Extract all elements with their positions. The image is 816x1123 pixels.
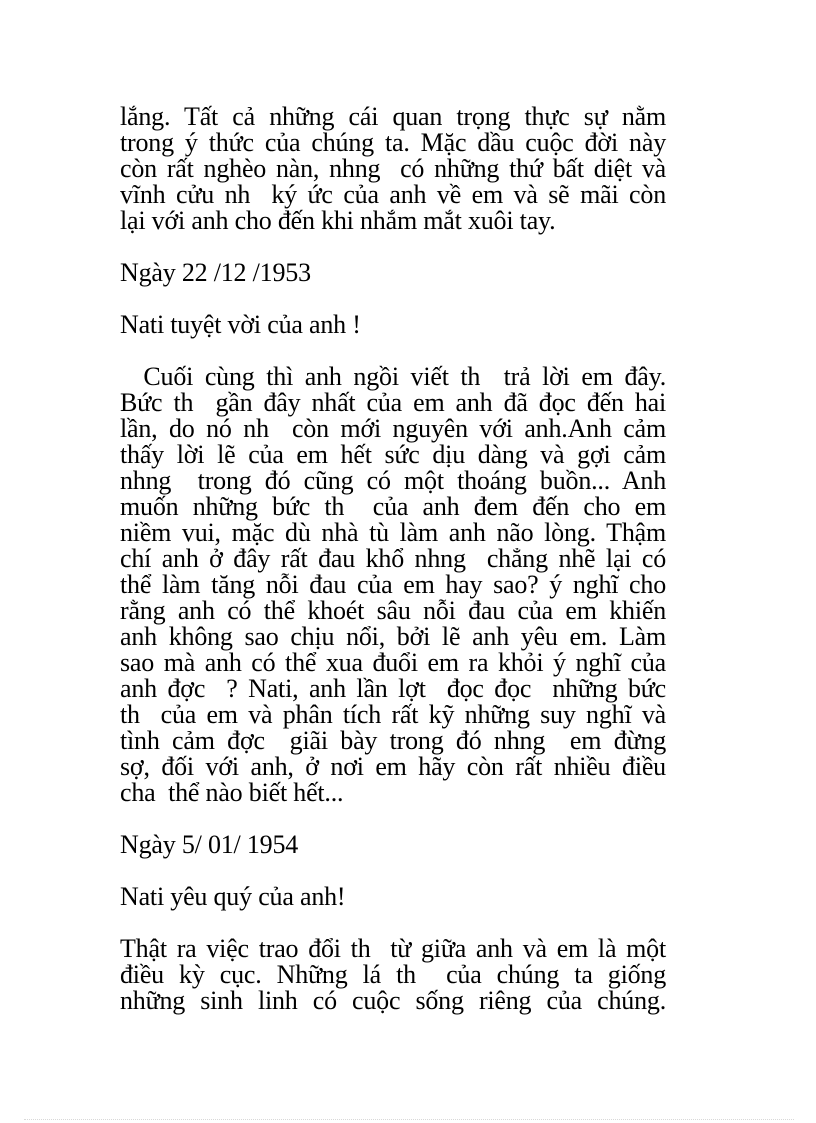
text-line: lại với anh cho đến khi nhắm mắt xuôi tay. [120, 206, 556, 235]
text-line: vĩnh cửu nh ký ức của anh về em và sẽ mãi còn [120, 180, 666, 209]
text-line: Cuối cùng thì anh ngồi viết th trả lời em đây. [120, 362, 666, 391]
salutation-1: Nati tuyệt vời của anh ! [120, 310, 361, 339]
text-line: tình cảm đợc giãi bày trong đó nhng em đừng [120, 726, 666, 755]
paragraph-3 [120, 936, 666, 1014]
text-line: sao mà anh có thể xua đuổi em ra khỏi ý nghĩ của [120, 648, 666, 677]
page-bottom-divider [24, 1119, 794, 1120]
text-line: th của em và phân tích rất kỹ những suy nghĩ và [120, 700, 666, 729]
text-line: niềm vui, mặc dù nhà tù làm anh não lòng. Thậm [120, 518, 666, 547]
text-line: chí anh ở đây rất đau khổ nhng chẳng nhẽ lại có [120, 544, 666, 573]
text-line: muốn những bức th của anh đem đến cho em [120, 492, 666, 521]
letter-text [120, 104, 666, 1014]
text-line: lắng. Tất cả những cái quan trọng thực sự nằm [120, 102, 666, 131]
text-line: thấy lời lẽ của em hết sức dịu dàng và gợi cảm [120, 440, 666, 469]
text-line: Bức th gần đây nhất của em anh đã đọc đến hai [120, 388, 666, 417]
text-line: anh không sao chịu nổi, bởi lẽ anh yêu em. Làm [120, 622, 666, 651]
paragraph-2 [120, 364, 666, 806]
text-line: thể làm tăng nỗi đau của em hay sao? ý nghĩ cho [120, 570, 666, 599]
date-heading-1: Ngày 22 /12 /1953 [120, 258, 311, 287]
text-line: trong ý thức của chúng ta. Mặc dầu cuộc đời này [120, 128, 666, 157]
text-line: điều kỳ cục. Những lá th của chúng ta giống [120, 960, 666, 989]
text-line: nhng trong đó cũng có một thoáng buồn... Anh [120, 466, 666, 495]
text-line: anh đợc ? Nati, anh lần lợt đọc đọc những bức [120, 674, 666, 703]
text-line: lần, do nó nh còn mới nguyên với anh.Anh cảm [120, 414, 666, 443]
text-line: cha thể nào biết hết... [120, 778, 344, 807]
text-line: còn rất nghèo nàn, nhng có những thứ bất diệt và [120, 154, 666, 183]
text-line: Thật ra việc trao đổi th từ giữa anh và em là một [120, 934, 666, 963]
text-line: sợ, đối với anh, ở nơi em hãy còn rất nhiều điều [120, 752, 666, 781]
text-line: rằng anh có thể khoét sâu nỗi đau của em khiến [120, 596, 666, 625]
text-line: những sinh linh có cuộc sống riêng của chúng. [120, 986, 666, 1015]
date-heading-2: Ngày 5/ 01/ 1954 [120, 830, 299, 859]
paragraph-1 [120, 104, 666, 234]
salutation-2: Nati yêu quý của anh! [120, 882, 346, 911]
